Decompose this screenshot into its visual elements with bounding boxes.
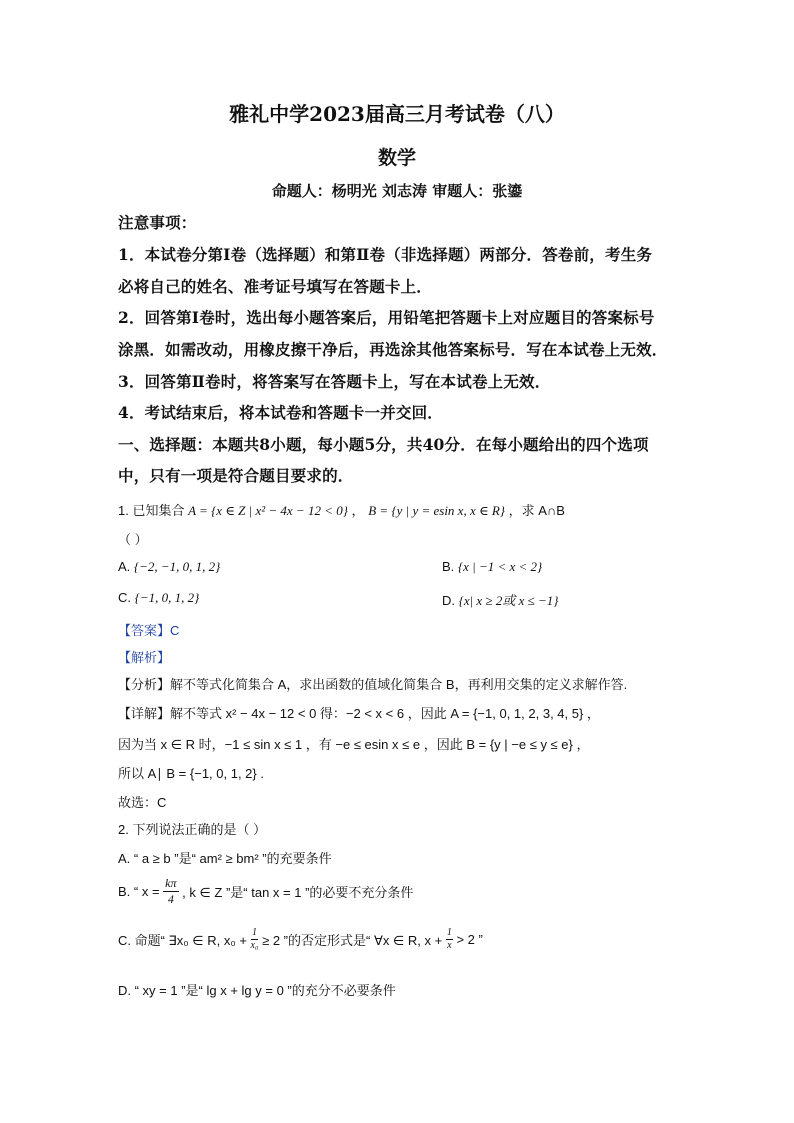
set-a-expression: A = {x ∈ Z | x² − 4x − 12 < 0} (188, 503, 348, 518)
q2-option-b: B. “ x = $\frac{k\pi}{4}$ , k ∈ Z ”是“ tan x = 1 ”的必要不充分条件 (118, 876, 414, 906)
notice-item: 3．回答第Ⅱ卷时，将答案写在答题卡上，写在本试卷上无效． (118, 372, 551, 391)
notice-item: 4．考试结束后，将本试卷和答题卡一并交回． (118, 403, 443, 422)
notice-heading: 注意事项： (118, 213, 197, 232)
q2-option-a: A. “ a ≥ b ”是“ am² ≥ bm² ”的充要条件 (118, 851, 332, 866)
answer-label: 【答案】C (118, 623, 180, 638)
section-heading: 一、选择题：本题共8小题，每小题5分，共40分．在每小题给出的四个选项 (118, 435, 649, 454)
notice-item: 1．本试卷分第Ⅰ卷（选择题）和第Ⅱ卷（非选择题）两部分．答卷前，考生务 (118, 245, 653, 264)
analysis-text: 【分析】解不等式化简集合 A，求出函数的值域化简集合 B，再利用交集的定义求解作答. (118, 677, 628, 692)
option-a: A. {−2, −1, 0, 1, 2} (118, 559, 221, 574)
notice-item: 2．回答第Ⅰ卷时，选出每小题答案后，用铅笔把答题卡上对应题目的答案标号 (118, 308, 655, 327)
detail-line-2: 因为当 x ∈ R 时，−1 ≤ sin x ≤ 1 ，有 −e ≤ esin x ≤ e ，因此 B = {y | −e ≤ y ≤ e} ， (118, 737, 590, 752)
q2-option-c: C. 命题“ ∃x₀ ∈ R, x₀ + $\frac{1}{\text{x₀}}$ ≥ 2 ”的否定形式是“ ∀x ∈ R, x + $\frac{1}{x}$ > 2 ” (118, 927, 483, 951)
set-b-expression: B = {y | y = esin x, x ∈ R} (368, 503, 505, 518)
authors-line: 命题人：杨明光 刘志涛 审题人：张鎏 (271, 182, 523, 200)
detail-line-3: 所以 A∣ B = {−1, 0, 1, 2} . (118, 766, 264, 781)
q2-option-d: D. “ xy = 1 ”是“ lg x + lg y = 0 ”的充分不必要条件 (118, 983, 396, 998)
notice-item: 必将自己的姓名、准考证号填写在答题卡上． (118, 277, 433, 296)
page-title: 雅礼中学2023届高三月考试卷（八） (229, 102, 565, 126)
section-heading-cont: 中，只有一项是符合题目要求的． (118, 466, 354, 485)
fraction-one-over-x0: $\frac{1}{\text{x₀}}$ (250, 927, 259, 951)
option-c: C. {−1, 0, 1, 2} (118, 590, 200, 605)
conclusion: 故选：C (118, 795, 167, 810)
option-d: D. {x| x ≥ 2或 x ≤ −1} (442, 593, 559, 608)
detail-line-1: 【详解】解不等式 x² − 4x − 12 < 0 得：−2 < x < 6 ，因此 A = {−1, 0, 1, 2, 3, 4, 5} ， (118, 706, 600, 721)
option-b: B. {x | −1 < x < 2} (442, 559, 543, 574)
analysis-tag: 【解析】 (118, 650, 171, 665)
fraction-one-over-x: $\frac{1}{x}$ (446, 927, 452, 951)
fraction-k-pi-over-4: $\frac{k\pi}{4}$ (165, 876, 177, 906)
question-1-stem: 1. 已知集合 A = {x ∈ Z | x² − 4x − 12 < 0} ， B = {y | y = esin x, x ∈ R} ，求 A∩B (118, 503, 565, 518)
subject-title: 数学 (377, 147, 416, 169)
notice-item: 涂黑．如需改动，用橡皮擦干净后，再选涂其他答案标号．写在本试卷上无效． (118, 340, 668, 359)
question-1-paren: （ ） (118, 532, 148, 547)
question-2-stem: 2. 下列说法正确的是（ ） (118, 822, 267, 837)
